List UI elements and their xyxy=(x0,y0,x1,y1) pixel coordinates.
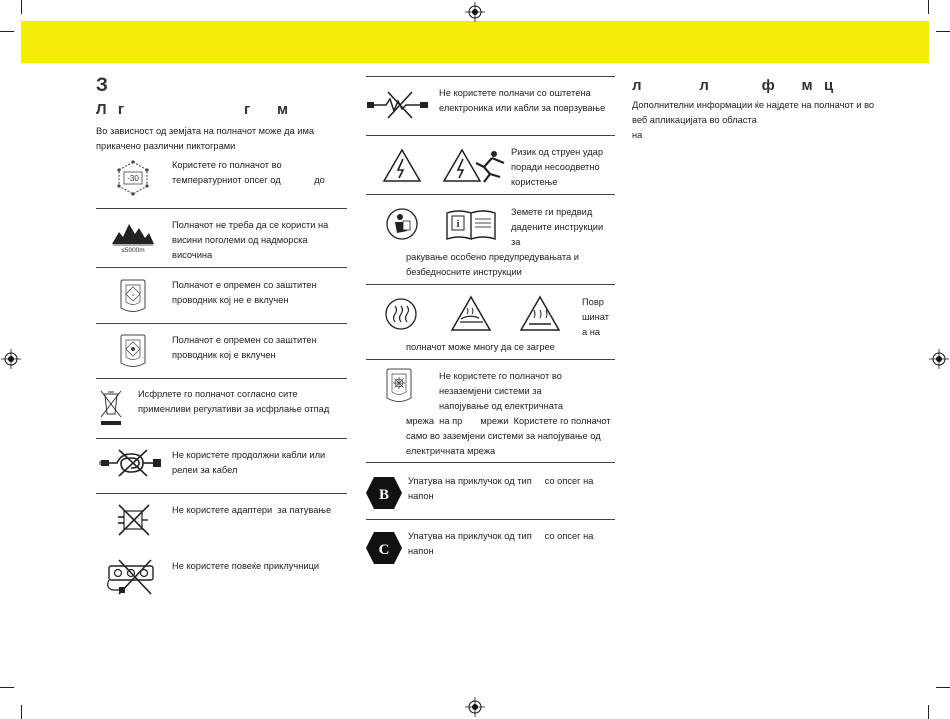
registration-mark-icon xyxy=(1,349,21,369)
body-text: на xyxy=(632,130,643,140)
registration-mark-icon xyxy=(929,349,949,369)
list-item-text: Не користете го полначот во незаземјени системи за напојување од електричната xyxy=(439,371,564,411)
divider xyxy=(366,284,615,285)
list-item-text: мрежа на пр мрежи Користете го полначот само во заземјени системи за напојување од електричната мрежа xyxy=(406,416,614,456)
divider xyxy=(366,76,615,77)
crop-mark xyxy=(21,0,22,14)
svg-text:C: C xyxy=(378,542,390,558)
list-item-text: Земете ги предвид дадените инструкции за xyxy=(511,207,604,247)
no-multi-socket-icon xyxy=(103,558,163,596)
registration-mark-icon xyxy=(465,697,485,717)
body-text: Дополнителни информации ќе најдете на полначот и во веб апликацијата во областа xyxy=(632,100,875,125)
read-instructions-icon xyxy=(385,207,500,243)
list-item-text: Не користете полначи со оштетена електроника или кабли за поврзување xyxy=(439,88,606,113)
svg-text:i: i xyxy=(456,219,460,230)
list-item-text: Упатува на приклучок од тип со опсег на напон xyxy=(408,531,597,556)
hexagon-b-icon xyxy=(365,476,403,510)
crop-mark xyxy=(936,31,950,32)
no-extension-cable-icon xyxy=(99,446,165,480)
list-item-text: полначот може многу да се загрее xyxy=(406,342,555,352)
hot-surface-icon xyxy=(383,294,579,334)
list-item-text: Повр шинат а на xyxy=(582,297,610,337)
intro-text: Во зависност од земјата на полначот може да има прикачено различни пиктограми xyxy=(96,126,315,151)
protective-conductor-on-icon xyxy=(116,333,150,371)
list-item-text: Не користете продолжни кабли или релеи за кабел xyxy=(172,450,326,475)
list-item-text: Користете го полначот во температурниот опсег од до xyxy=(172,160,325,185)
list-item-text: Не користете повеќе приклучници xyxy=(172,561,320,571)
divider xyxy=(366,519,615,520)
divider xyxy=(366,135,615,136)
list-item-text: Не користете адаптери за патување xyxy=(172,505,332,515)
svg-text:≤5000m: ≤5000m xyxy=(121,247,145,254)
list-item-text: Исфрлете го полначот согласно сите применливи регулативи за исфрлање отпад xyxy=(138,389,330,414)
svg-text:-30: -30 xyxy=(127,174,139,183)
list-item-text: Полначот е опремен со заштитен проводник кој не е вклучен xyxy=(172,280,317,305)
divider xyxy=(366,462,615,463)
divider xyxy=(96,438,347,439)
divider xyxy=(96,493,347,494)
section-heading: л л ф м ц xyxy=(632,77,835,94)
divider xyxy=(96,378,347,379)
crop-mark xyxy=(0,31,14,32)
divider xyxy=(96,267,347,268)
divider xyxy=(366,194,615,195)
list-item-text: Полначот е опремен со заштитен проводник кој е вклучен xyxy=(172,335,317,360)
section-heading: З xyxy=(96,75,108,96)
altitude-mountains-icon xyxy=(111,218,155,254)
crop-mark xyxy=(928,0,929,14)
divider xyxy=(366,359,615,360)
electric-shock-warning-icon xyxy=(380,147,510,185)
protective-conductor-off-icon xyxy=(116,278,150,316)
divider xyxy=(96,323,347,324)
crop-mark xyxy=(936,687,950,688)
header-band xyxy=(21,21,929,63)
no-adapter-icon xyxy=(115,502,153,538)
divider xyxy=(96,208,347,209)
list-item-text: ракување особено предупредувањата и безбедносните инструкции xyxy=(406,252,579,277)
crop-mark xyxy=(0,687,14,688)
list-item-text: Полначот не треба да се користи на висини поголеми од надморска височина xyxy=(172,220,329,260)
temperature-range-icon xyxy=(115,160,151,196)
crop-mark xyxy=(21,705,22,719)
section-subheading: Л г г м xyxy=(96,101,290,118)
svg-text:⏚: ⏚ xyxy=(130,292,136,298)
earthed-systems-icon xyxy=(382,367,416,407)
list-item-text: Упатува на приклучок од тип со опсег на напон xyxy=(408,476,597,501)
no-damaged-cable-icon xyxy=(366,90,432,120)
hexagon-c-icon xyxy=(365,531,403,565)
crossed-bin-icon xyxy=(98,388,124,428)
registration-mark-icon xyxy=(465,2,485,22)
crop-mark xyxy=(928,705,929,719)
list-item-text: Ризик од струен удар поради несоодветно користење xyxy=(511,147,603,187)
svg-text:B: B xyxy=(378,487,390,503)
